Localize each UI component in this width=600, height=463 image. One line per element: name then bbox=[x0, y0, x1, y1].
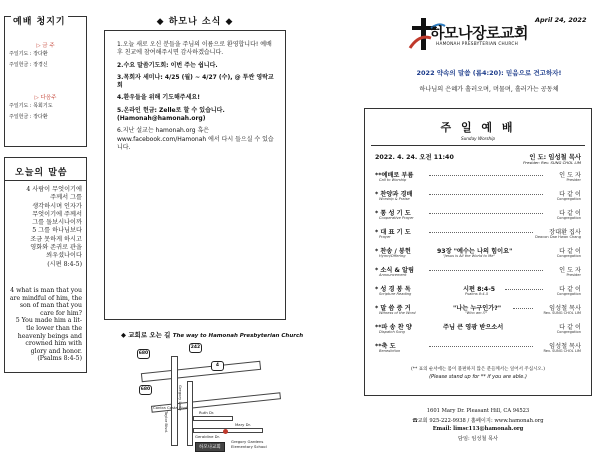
order-item-title: * 대 표 기 도 bbox=[375, 229, 411, 236]
duty-row: 주일기도 : 장다환 bbox=[9, 51, 48, 57]
directions-title: 교회로 오는 길 bbox=[128, 331, 171, 339]
order-item-leader-en: Congregation bbox=[556, 216, 581, 220]
church-slogan: 하나님의 은혜가 흘러오며, 머물며, 흘러가는 공동체 bbox=[419, 86, 559, 93]
order-item-leader: 다 같 이 bbox=[559, 248, 581, 255]
order-item-title: * 찬양과 경배 bbox=[375, 191, 413, 198]
order-item bbox=[365, 227, 591, 245]
street-label: Gregory Lane bbox=[178, 385, 183, 411]
order-item-title-en: Call to Worship bbox=[379, 178, 407, 182]
news-header bbox=[104, 14, 286, 27]
order-item-title-en: Scripture Reading bbox=[379, 292, 412, 296]
church-address: 1601 Mary Dr. Pleasant Hill, CA 94523 bbox=[426, 408, 530, 414]
directions-map bbox=[131, 341, 291, 454]
order-item-leader-en: Rev. SUNG CHOL LIM bbox=[543, 349, 581, 353]
news-item: 4.환우들을 위해 기도해주세요! bbox=[117, 94, 200, 102]
church-phone-text: 교회 925-222-9938 / 홈페이지: www.hamonah.org bbox=[417, 418, 544, 424]
order-item bbox=[365, 208, 591, 226]
leader-dots bbox=[429, 232, 533, 233]
worship-box bbox=[364, 108, 592, 396]
directions-header bbox=[121, 330, 304, 339]
street-label: Ruth Dr. bbox=[199, 410, 215, 415]
duty-next-week-list bbox=[5, 101, 86, 123]
news-item: 6.지난 설교는 hamonah.org 혹은 www.facebook.com/Hamonah 에서 다시 들으실 수 있습니다. bbox=[117, 127, 274, 151]
order-item-leader: 인 도 자 bbox=[559, 172, 581, 179]
order-item-title: **파 송 찬 양 bbox=[375, 324, 412, 331]
phone-icon: ☎ bbox=[412, 418, 418, 424]
church-email[interactable]: Email: limsc113@hamonah.org bbox=[432, 426, 524, 432]
order-item-title: * 통 성 기 도 bbox=[375, 210, 411, 217]
news-item: 3.목회자 세미나: 4/25 (월) ~ 4/27 (수), @ 투싼 영락교회 bbox=[117, 73, 274, 90]
order-item-leader: 다 같 이 bbox=[559, 286, 581, 293]
verse-title: 오늘의 말씀 bbox=[15, 168, 68, 178]
mary-dr bbox=[193, 428, 263, 433]
order-item bbox=[365, 322, 591, 340]
order-item bbox=[365, 246, 591, 264]
leader-dots bbox=[429, 270, 543, 271]
title-divider bbox=[371, 145, 585, 146]
duty-row: 주일헌금 : 장경신 bbox=[9, 62, 48, 68]
order-item bbox=[365, 189, 591, 207]
standing-note-en: (Please stand up for ** if you are able.) bbox=[429, 374, 527, 380]
diamond-icon: ◆ bbox=[121, 331, 126, 339]
order-item-leader-en: Congregation bbox=[556, 330, 581, 334]
order-item-leader: 다 같 이 bbox=[559, 210, 581, 217]
street-label: Geraldine Dr. bbox=[195, 434, 220, 439]
highway-680 bbox=[141, 361, 261, 382]
order-item bbox=[365, 170, 591, 188]
worship-leader: 인 도: 임성철 목사 bbox=[529, 154, 581, 161]
order-item-title: * 성 경 봉 독 bbox=[375, 286, 411, 293]
order-item-detail-en: "Who am I?" bbox=[465, 311, 488, 315]
order-item-detail: "나는 누구인가?" bbox=[453, 305, 502, 312]
order-item-detail: 93장 "예수는 나의 힘이요" bbox=[437, 248, 513, 255]
order-item bbox=[365, 303, 591, 321]
news-item: 2.수요 말씀기도회: 이번 주는 쉽니다. bbox=[117, 61, 218, 69]
leader-dots bbox=[513, 308, 533, 309]
order-item-leader-en: Presider bbox=[566, 178, 581, 182]
street-label: Taylor Blvd. bbox=[164, 411, 169, 433]
order-item-title: * 말 씀 증 거 bbox=[375, 305, 411, 312]
order-item-title-en: Announcement bbox=[379, 273, 407, 277]
order-item-leader-en: Congregation bbox=[556, 197, 581, 201]
order-item-leader-en: Congregation bbox=[556, 254, 581, 258]
shield-680-a: 680 bbox=[137, 349, 150, 359]
shield-4: 4 bbox=[211, 361, 224, 371]
order-item-leader: 다 같 이 bbox=[559, 191, 581, 198]
order-item-title: **예배로 부름 bbox=[375, 172, 414, 179]
order-item bbox=[365, 284, 591, 302]
order-item-leader: 장대환 집사 bbox=[549, 229, 581, 236]
order-item-title: * 찬송 / 봉헌 bbox=[375, 248, 411, 255]
duty-row: 주일기도 : 목회기도 bbox=[9, 103, 53, 109]
leader-dots bbox=[505, 289, 543, 290]
order-item-detail: 주님 큰 영광 받으소서 bbox=[443, 324, 504, 331]
shield-680-b: 680 bbox=[139, 385, 152, 395]
church-label: 하모나교회 bbox=[199, 445, 221, 450]
church-dot-icon bbox=[223, 429, 228, 434]
senior-pastor: 담임: 임성철 목사 bbox=[457, 436, 499, 442]
verse-korean: 4 사람이 무엇이기에 주께서 그를 생각하시며 인자가 무엇이기에 주께서 그를 돌보시나이까 5 그를 하나님보다 조금 못하게 하시고 영화와 존귀로 관을 씌우셨나이다 (시편 8:4-5) bbox=[26, 186, 82, 268]
order-item-leader: 임성철 목사 bbox=[549, 305, 581, 312]
order-of-service bbox=[365, 170, 591, 370]
order-item-title-en: Benediction bbox=[379, 349, 401, 353]
order-item-detail-en: "Jesus is All the World to Me" bbox=[443, 254, 496, 258]
order-item-leader: 인 도 자 bbox=[559, 267, 581, 274]
news-title: 하모나 소식 bbox=[168, 17, 222, 27]
order-item-leader-en: Deacon Dae Hwan Chang bbox=[535, 235, 581, 239]
leader-dots bbox=[429, 213, 543, 214]
church-name-en: HAMONAH PRESBYTERIAN CHURCH bbox=[436, 41, 519, 46]
leader-dots bbox=[429, 175, 543, 176]
order-item-title-en: Cooperative Prayer bbox=[379, 216, 414, 220]
order-item-title-en: Worship & Praise bbox=[379, 197, 410, 201]
diamond-icon: ◆ bbox=[156, 17, 165, 27]
diamond-icon: ◆ bbox=[225, 17, 234, 27]
ruth-dr bbox=[193, 416, 233, 421]
order-item-detail-en: Psalms 8:4-5 bbox=[465, 292, 489, 296]
duty-row: 주일헌금 : 장다환 bbox=[9, 114, 48, 120]
verse-box bbox=[4, 157, 87, 373]
verse-divider bbox=[5, 180, 86, 181]
church-marker bbox=[195, 442, 225, 452]
order-item-title-en: Hymn/Offering bbox=[379, 254, 406, 258]
church-phone bbox=[364, 417, 592, 424]
taylor-blvd bbox=[171, 356, 178, 446]
order-item-title: **축 도 bbox=[375, 343, 396, 350]
yearly-motto: 2022 약속의 말씀 (롬4:20): 믿음으로 견고하자! bbox=[416, 69, 562, 77]
church-name: 하모나장로교회 bbox=[430, 24, 528, 42]
worship-leader-en: Presider: Rev. SUNG CHOL LIM bbox=[523, 160, 581, 165]
gregory-lane bbox=[187, 381, 193, 446]
order-item-title-en: Prayer bbox=[379, 235, 391, 239]
street-label: Gregory Gardens Elementary School bbox=[231, 439, 267, 449]
worship-datetime: 2022. 4. 24. 오전 11:40 bbox=[375, 154, 454, 161]
leader-dots bbox=[429, 346, 533, 347]
order-item-leader-en: Rev. SUNG CHOL LIM bbox=[543, 311, 581, 315]
order-item-leader: 다 같 이 bbox=[559, 324, 581, 331]
shield-242: 242 bbox=[189, 343, 202, 353]
street-label: Contra Costa Blvd. bbox=[153, 405, 189, 410]
order-item-leader-en: Presider bbox=[566, 273, 581, 277]
order-item bbox=[365, 265, 591, 283]
worship-title-en: Sunday Worship bbox=[460, 136, 496, 141]
standing-note: (** 표의 순서에는 몸이 불편하지 않은 분들께서는 일어서 주십시오.) bbox=[411, 367, 545, 372]
news-box bbox=[104, 30, 286, 320]
news-item: 5.온라인 헌금: Zelle로 할 수 있습니다. (Hamonah@hamonah.org) bbox=[117, 106, 225, 123]
order-item bbox=[365, 341, 591, 359]
worship-duty-box bbox=[4, 16, 87, 147]
duty-next-week-head: ▷ 다음주 bbox=[34, 95, 57, 101]
news-item: 1.오늘 새로 오신 분들을 주님의 이름으로 환영합니다! 예배 후 친교에 참여해주시면 감사하겠습니다. bbox=[117, 41, 272, 57]
duty-this-week-head: ▷ 금 주 bbox=[36, 43, 55, 49]
duty-title: 예배 청지기 bbox=[11, 14, 68, 27]
leader-dots bbox=[429, 194, 543, 195]
order-item-title: * 소식 & 알림 bbox=[375, 267, 415, 274]
order-item-title-en: Dispatch Song bbox=[379, 330, 405, 334]
bulletin-date: April 24, 2022 bbox=[535, 16, 587, 24]
worship-title: 주 일 예 배 bbox=[440, 121, 516, 134]
verse-english: 4 what is man that you are mindful of him, the son of man that you care for him? 5 You made him a lit- tle lower than the heavenly beings and crowned him with glory and honor. (Psalms 8:4-5) bbox=[9, 287, 82, 363]
directions-title-en: The way to Hamonah Presbyterian Church bbox=[172, 333, 304, 339]
duty-this-week-list bbox=[5, 49, 86, 71]
street-label: Mary Dr. bbox=[235, 422, 251, 427]
order-item-leader: 임성철 목사 bbox=[549, 343, 581, 350]
order-item-detail: 시편 8:4-5 bbox=[463, 286, 496, 293]
order-item-leader-en: Congregation bbox=[556, 292, 581, 296]
order-item-title-en: Witness of the Word bbox=[379, 311, 416, 315]
